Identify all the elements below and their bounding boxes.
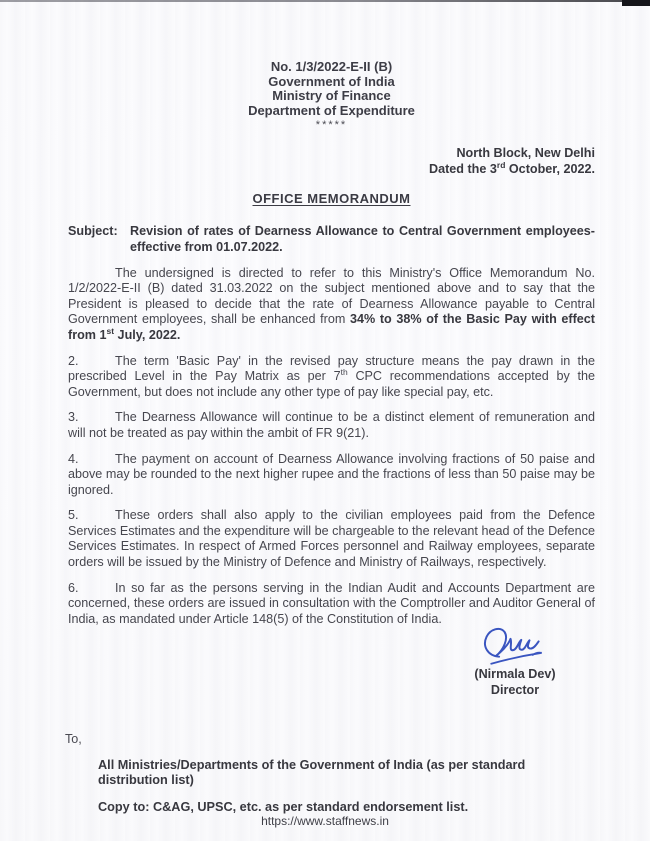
date-text-suffix: October, 2022.	[505, 161, 595, 176]
subject-label: Subject:	[68, 224, 118, 239]
para-5-text: These orders shall also apply to the civilian employees paid from the Defence Services Estimates and the expenditure will be chargeable to the relevant head of the Defence Services Estimates. In respect of Armed Forces personnel and Railway employees, separate orders will be issued by the Ministry of Defence and Ministry of Railways, respectively.	[68, 508, 595, 570]
signatory-name: (Nirmala Dev)	[474, 667, 556, 682]
org-line-government: Government of India	[268, 73, 395, 89]
place-date-block	[68, 146, 595, 177]
para-2-number: 2.	[68, 353, 79, 368]
para-1-bold-suffix: July, 2022.	[114, 327, 181, 342]
signature-scribble	[472, 621, 558, 671]
para-4-number: 4.	[68, 451, 79, 466]
date-text: Dated the 3	[429, 161, 497, 176]
para-4-text: The payment on account of Dearness Allowance involving fractions of 50 paise and above may be rounded to the next higher rupee and the fractions of less than 50 paise may be ignored.	[68, 451, 595, 497]
distribution-line-2: Copy to: C&AG, UPSC, etc. as per standard endorsement list.	[98, 800, 469, 815]
date-ordinal-superscript: rd	[496, 159, 506, 170]
para-3-number: 3.	[68, 410, 79, 425]
to-label: To,	[65, 732, 82, 747]
signatory-designation: Director	[490, 683, 540, 698]
para-6	[68, 581, 595, 628]
para-4	[68, 452, 595, 499]
place-line: North Block, New Delhi	[456, 146, 595, 161]
para-1-text: The undersigned is directed to refer to this Ministry's Office Memorandum No. 1/2/2022-E-II (B) dated 31.03.2022 on the subject mentioned above and to say that the President is pleased to decide that the rate of Dearness Allowance payable to Central Government employees, shall be enhanced from	[68, 265, 595, 327]
para-3	[68, 410, 595, 441]
para-2	[68, 354, 595, 401]
para-6-text: In so far as the persons serving in the Indian Audit and Accounts Department are concerned, these orders are issued in consultation with the Comptroller and Auditor General of India, as mandated under Article 148(5) of the Constitution of India.	[68, 580, 595, 626]
separator-stars: *****	[315, 119, 348, 132]
para-3-text: The Dearness Allowance will continue to be a distinct element of remuneration and will not be treated as pay within the ambit of FR 9(21).	[68, 410, 595, 440]
para-2-text: The term 'Basic Pay' in the revised pay structure means the pay drawn in the prescribed Level in the Pay Matrix as per 7	[68, 353, 595, 384]
para-1-ordinal-superscript: st	[106, 325, 115, 336]
memo-title-row	[68, 190, 595, 208]
distribution-line-1: All Ministries/Departments of the Government of India (as per standard distribution list)	[98, 758, 526, 788]
memo-title: OFFICE MEMORANDUM	[252, 191, 411, 207]
footer-url: https://www.staffnews.in	[261, 814, 389, 828]
para-1-bold-text: 34% to 38% of the Basic Pay with effect from 1	[68, 312, 595, 342]
org-line-department: Department of Expenditure	[248, 102, 415, 118]
para-5	[68, 508, 595, 570]
org-line-ministry: Ministry of Finance	[272, 88, 391, 104]
signature-block	[473, 623, 557, 698]
date-line	[68, 159, 595, 178]
para-1	[68, 266, 595, 344]
subject-block	[68, 224, 595, 255]
reference-number: No. 1/3/2022-E-II (B)	[270, 59, 393, 74]
para-2-ordinal-superscript: th	[340, 366, 348, 377]
para-6-number: 6.	[68, 580, 79, 595]
letterhead	[68, 60, 595, 131]
para-5-number: 5.	[68, 508, 79, 523]
para-2-text-suffix: CPC recommendations accepted by the Government, but does not include any other type of pay like special pay, etc.	[68, 369, 595, 399]
subject-text: Revision of rates of Dearness Allowance to Central Government employees- effective from 01.07.2022.	[130, 224, 595, 254]
